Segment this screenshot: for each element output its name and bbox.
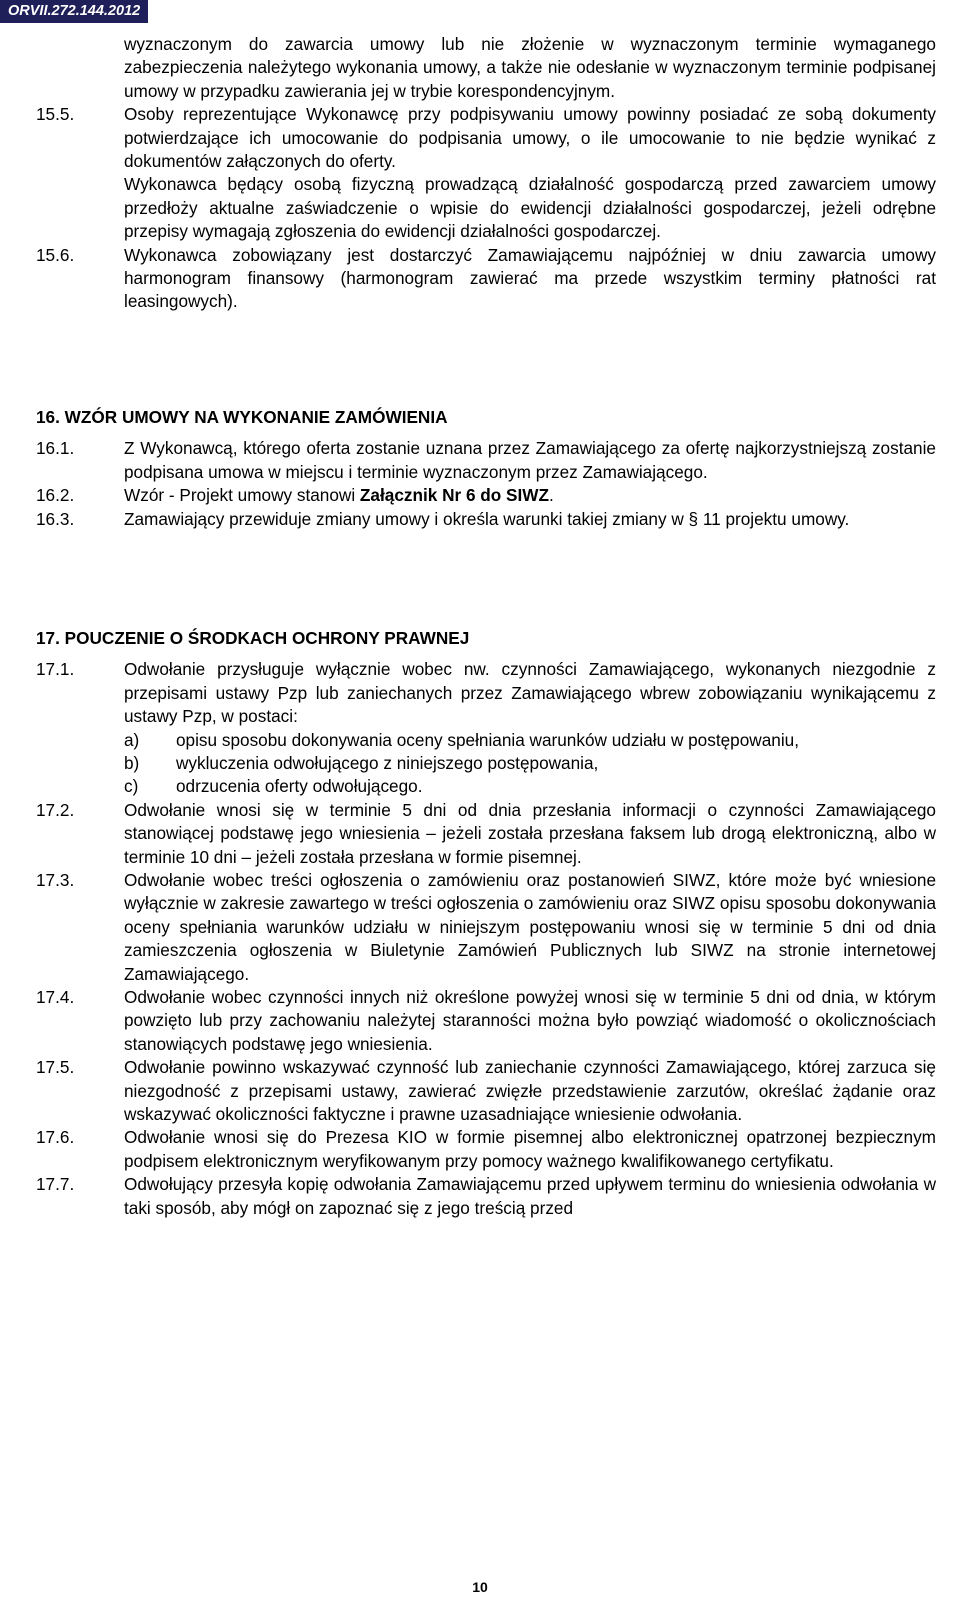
sub-item-letter: b) <box>124 752 140 773</box>
clause-paragraph: Odwołanie przysługuje wyłącznie wobec nw. czynności Zamawiającego, wykonanych niezgodnie z przepisami ustawy Pzp lub zaniechanych przez Zamawiającego wbrew zobowiązaniu wynikającemu z ustawy Pzp, w postaci: <box>124 659 936 727</box>
clause-number: 17.6. <box>36 1127 75 1148</box>
clause-number: 17.7. <box>36 1174 75 1195</box>
sub-item-text: wykluczenia odwołującego z niniejszego postępowania, <box>176 752 599 773</box>
intro-paragraph: wyznaczonym do zawarcia umowy lub nie złożenie w wyznaczonym terminie wymaganego zabezpieczenia należytego wykonania umowy, a także nie odesłanie w wyznaczonym terminie podpisanej umowy w przypadku zawierania jej w trybie korespondencyjnym. <box>124 34 936 101</box>
clause-text: Odwołanie wnosi się w terminie 5 dni od dnia przesłania informacji o czynności Zamawiającego stanowiącej podstawę jego wniesienia – jeżeli została przesłana faksem lub drogą elektroniczną, albo w terminie 10 dni – jeżeli została przesłana w formie pisemnej. <box>124 799 936 867</box>
clause-15-5 <box>36 103 936 243</box>
clause-17-4 <box>36 986 936 1056</box>
sub-item-c <box>124 775 936 798</box>
clause-text: Odwołanie wnosi się do Prezesa KIO w formie pisemnej albo elektronicznej opatrzonej bezpiecznym podpisem elektronicznym weryfikowanym przy pomocy ważnego kwalifikowanego certyfikatu. <box>124 1127 936 1171</box>
section-16-heading: 16. WZÓR UMOWY NA WYKONANIE ZAMÓWIENIA <box>36 406 448 427</box>
attachment-reference: Załącznik Nr 6 do SIWZ <box>359 485 550 506</box>
clause-text-part: Wzór - Projekt umowy stanowi <box>124 485 360 506</box>
clause-17-3 <box>36 869 936 986</box>
clause-17-1 <box>36 658 936 798</box>
clause-16-3 <box>36 508 936 531</box>
clause-17-5 <box>36 1056 936 1126</box>
clause-text <box>124 484 936 507</box>
clause-16-1 <box>36 437 936 484</box>
clause-17-2 <box>36 799 936 869</box>
clause-text: Odwołanie powinno wskazywać czynność lub zaniechanie czynności Zamawiającego, której zarzuca się niezgodność z przepisami ustawy, zawierać zwięzłe przedstawienie zarzutów, określać żądanie oraz wskazywać okoliczności faktyczne i prawne uzasadniające wniesienie odwołania. <box>124 1057 936 1125</box>
clause-number: 17.2. <box>36 799 75 820</box>
clause-text: Wykonawca zobowiązany jest dostarczyć Zamawiającemu najpóźniej w dniu zawarcia umowy harmonogram finansowy (harmonogram zawierać ma przede wszystkim terminy płatności rat leasingowych). <box>124 244 936 312</box>
clause-number: 17.5. <box>36 1057 75 1078</box>
clause-text: Odwołujący przesyła kopię odwołania Zamawiającemu przed upływem terminu do wniesienia odwołania w taki sposób, aby mógł on zapoznać się z jego treścią przed <box>124 1174 936 1218</box>
page-number: 10 <box>472 1579 488 1595</box>
sub-item-letter: c) <box>124 776 139 797</box>
clause-text-part: . <box>549 485 554 506</box>
clause-number: 17.3. <box>36 869 75 890</box>
sub-item-a <box>124 729 936 752</box>
clause-number: 15.6. <box>36 244 75 265</box>
clause-number: 16.1. <box>36 438 75 459</box>
clause-paragraph: Osoby reprezentujące Wykonawcę przy podpisywaniu umowy powinny posiadać ze sobą dokumenty potwierdzające ich umocowanie do podpisania umowy, o ile umocowanie to nie będzie wynikać z dokumentów załączonych do oferty. <box>124 104 936 172</box>
clause-number: 15.5. <box>36 104 75 125</box>
clause-number: 17.1. <box>36 659 75 680</box>
clause-text: Z Wykonawcą, którego oferta zostanie uznana przez Zamawiającego za ofertę najkorzystniejszą zostanie podpisana umowa w miejscu i terminie wyznaczonym przez Zamawiającego. <box>124 438 936 482</box>
clause-text: Odwołanie wobec treści ogłoszenia o zamówieniu oraz postanowień SIWZ, które może być wniesione wyłącznie w zakresie zawartego w treści ogłoszenia o zamówieniu oraz SIWZ opisu sposobu dokonywania oceny spełniania warunków udziału w niniejszym postępowaniu wnosi się w terminie 5 dni od dnia zamieszczenia ogłoszenia w Biuletynie Zamówień Publicznych lub SIWZ na stronie internetowej Zamawiającego. <box>124 869 936 984</box>
clause-number: 17.4. <box>36 987 75 1007</box>
clause-text: Odwołanie wobec czynności innych niż określone powyżej wnosi się w terminie 5 dni od dnia, w którym powzięto lub przy zachowaniu należytej staranności można było powziąć wiadomość o okolicznościach stanowiących podstawę jego wniesienia. <box>124 987 936 1054</box>
sub-item-text: odrzucenia oferty odwołującego. <box>176 776 423 797</box>
clause-15-6 <box>36 244 936 314</box>
clause-paragraph: Wykonawca będący osobą fizyczną prowadzącą działalność gospodarczą przed zawarciem umowy przedłoży aktualne zaświadczenie o wpisie do ewidencji działalności gospodarczej, jeżeli odrębne przepisy wymagają zgłoszenia do ewidencji działalności gospodarczej. <box>124 174 936 242</box>
document-body <box>36 33 936 1220</box>
sub-item-b <box>124 752 936 775</box>
clause-text <box>124 103 936 243</box>
clause-number: 16.2. <box>36 485 75 506</box>
sub-item-text: opisu sposobu dokonywania oceny spełniania warunków udziału w postępowaniu, <box>176 729 799 750</box>
document-reference-label: ORVII.272.144.2012 <box>0 0 148 23</box>
clause-17-6 <box>36 1126 936 1173</box>
clause-16-2 <box>36 484 936 507</box>
clause-text: Zamawiający przewiduje zmiany umowy i określa warunki takiej zmiany w § 11 projektu umowy. <box>124 508 850 529</box>
section-17-heading: 17. POUCZENIE O ŚRODKACH OCHRONY PRAWNEJ <box>36 627 470 648</box>
clause-number: 16.3. <box>36 508 75 529</box>
clause-text <box>124 658 936 798</box>
sub-item-letter: a) <box>124 729 140 750</box>
clause-17-7 <box>36 1173 936 1220</box>
